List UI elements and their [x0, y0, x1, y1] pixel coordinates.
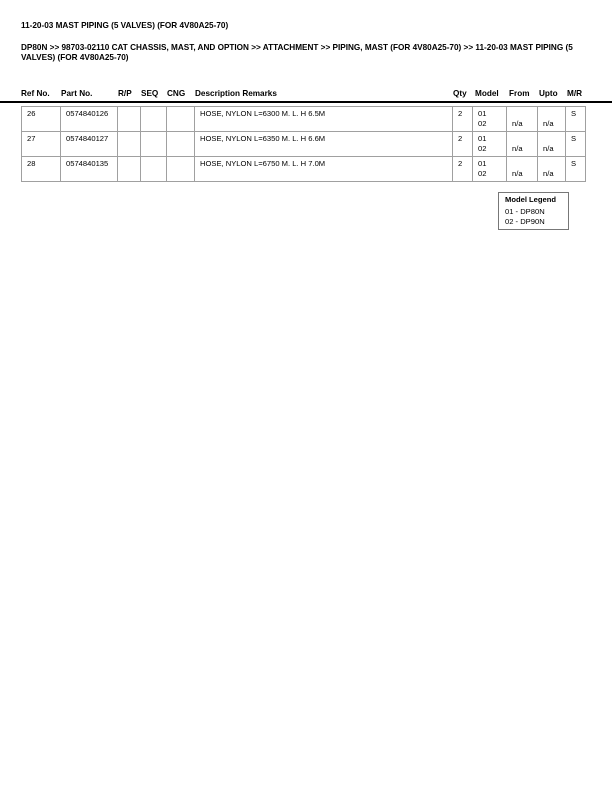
upto-value: n/a: [543, 119, 554, 128]
header-part-no: Part No.: [61, 89, 93, 98]
from-cell: [507, 157, 538, 182]
model-code: 01: [478, 109, 487, 118]
header-upto: Upto: [539, 89, 558, 98]
part-no-cell: 0574840126: [61, 107, 118, 132]
upto-value: n/a: [543, 169, 554, 178]
description-cell: HOSE, NYLON L=6350 M. L. H 6.6M: [195, 132, 453, 157]
legend-item: 01 - DP80N: [505, 207, 545, 216]
part-no-cell: 0574840127: [61, 132, 118, 157]
seq-cell: [141, 157, 167, 182]
table-row: [22, 132, 586, 157]
legend-title: Model Legend: [505, 195, 557, 204]
qty-cell: 2: [453, 157, 473, 182]
rp-cell: [118, 107, 141, 132]
cng-cell: [167, 157, 195, 182]
header-mr: M/R: [567, 89, 583, 98]
model-legend: [498, 192, 569, 230]
model-code: 02: [478, 169, 487, 178]
from-cell: [507, 107, 538, 132]
model-code: 02: [478, 119, 487, 128]
table-row: [22, 157, 586, 182]
seq-cell: [141, 132, 167, 157]
parts-table: [21, 106, 586, 182]
header-model: Model: [475, 89, 499, 98]
header-description: Description Remarks: [195, 89, 277, 98]
from-value: n/a: [512, 119, 523, 128]
from-value: n/a: [512, 144, 523, 153]
model-cell: [473, 107, 507, 132]
upto-cell: [538, 157, 566, 182]
ref-cell: 27: [22, 132, 61, 157]
model-code: 02: [478, 144, 487, 153]
legend-item: 02 - DP90N: [505, 217, 545, 226]
from-cell: [507, 132, 538, 157]
mr-cell: S: [566, 107, 586, 132]
header-cng: CNG: [167, 89, 186, 98]
seq-cell: [141, 107, 167, 132]
cng-cell: [167, 107, 195, 132]
table-row: [22, 107, 586, 132]
header-from: From: [509, 89, 530, 98]
header-divider: [0, 101, 612, 103]
description-cell: HOSE, NYLON L=6750 M. L. H 7.0M: [195, 157, 453, 182]
model-code: 01: [478, 159, 487, 168]
from-value: n/a: [512, 169, 523, 178]
mr-cell: S: [566, 132, 586, 157]
model-cell: [473, 132, 507, 157]
upto-cell: [538, 132, 566, 157]
header-qty: Qty: [453, 89, 467, 98]
model-code: 01: [478, 134, 487, 143]
part-no-cell: 0574840135: [61, 157, 118, 182]
rp-cell: [118, 157, 141, 182]
qty-cell: 2: [453, 107, 473, 132]
description-cell: HOSE, NYLON L=6300 M. L. H 6.5M: [195, 107, 453, 132]
rp-cell: [118, 132, 141, 157]
ref-cell: 26: [22, 107, 61, 132]
header-rp: R/P: [118, 89, 132, 98]
breadcrumb: DP80N >> 98703-02110 CAT CHASSIS, MAST, AND OPTION >> ATTACHMENT >> PIPING, MAST (FOR 4V80A25-70) >> 11-20-03 MAST PIPING (5 VALVES) (FOR 4V80A25-70): [21, 43, 573, 62]
upto-cell: [538, 107, 566, 132]
header-seq: SEQ: [141, 89, 159, 98]
model-cell: [473, 157, 507, 182]
page-title: 11-20-03 MAST PIPING (5 VALVES) (FOR 4V80A25-70): [21, 21, 229, 30]
ref-cell: 28: [22, 157, 61, 182]
mr-cell: S: [566, 157, 586, 182]
upto-value: n/a: [543, 144, 554, 153]
header-ref-no: Ref No.: [21, 89, 50, 98]
cng-cell: [167, 132, 195, 157]
qty-cell: 2: [453, 132, 473, 157]
